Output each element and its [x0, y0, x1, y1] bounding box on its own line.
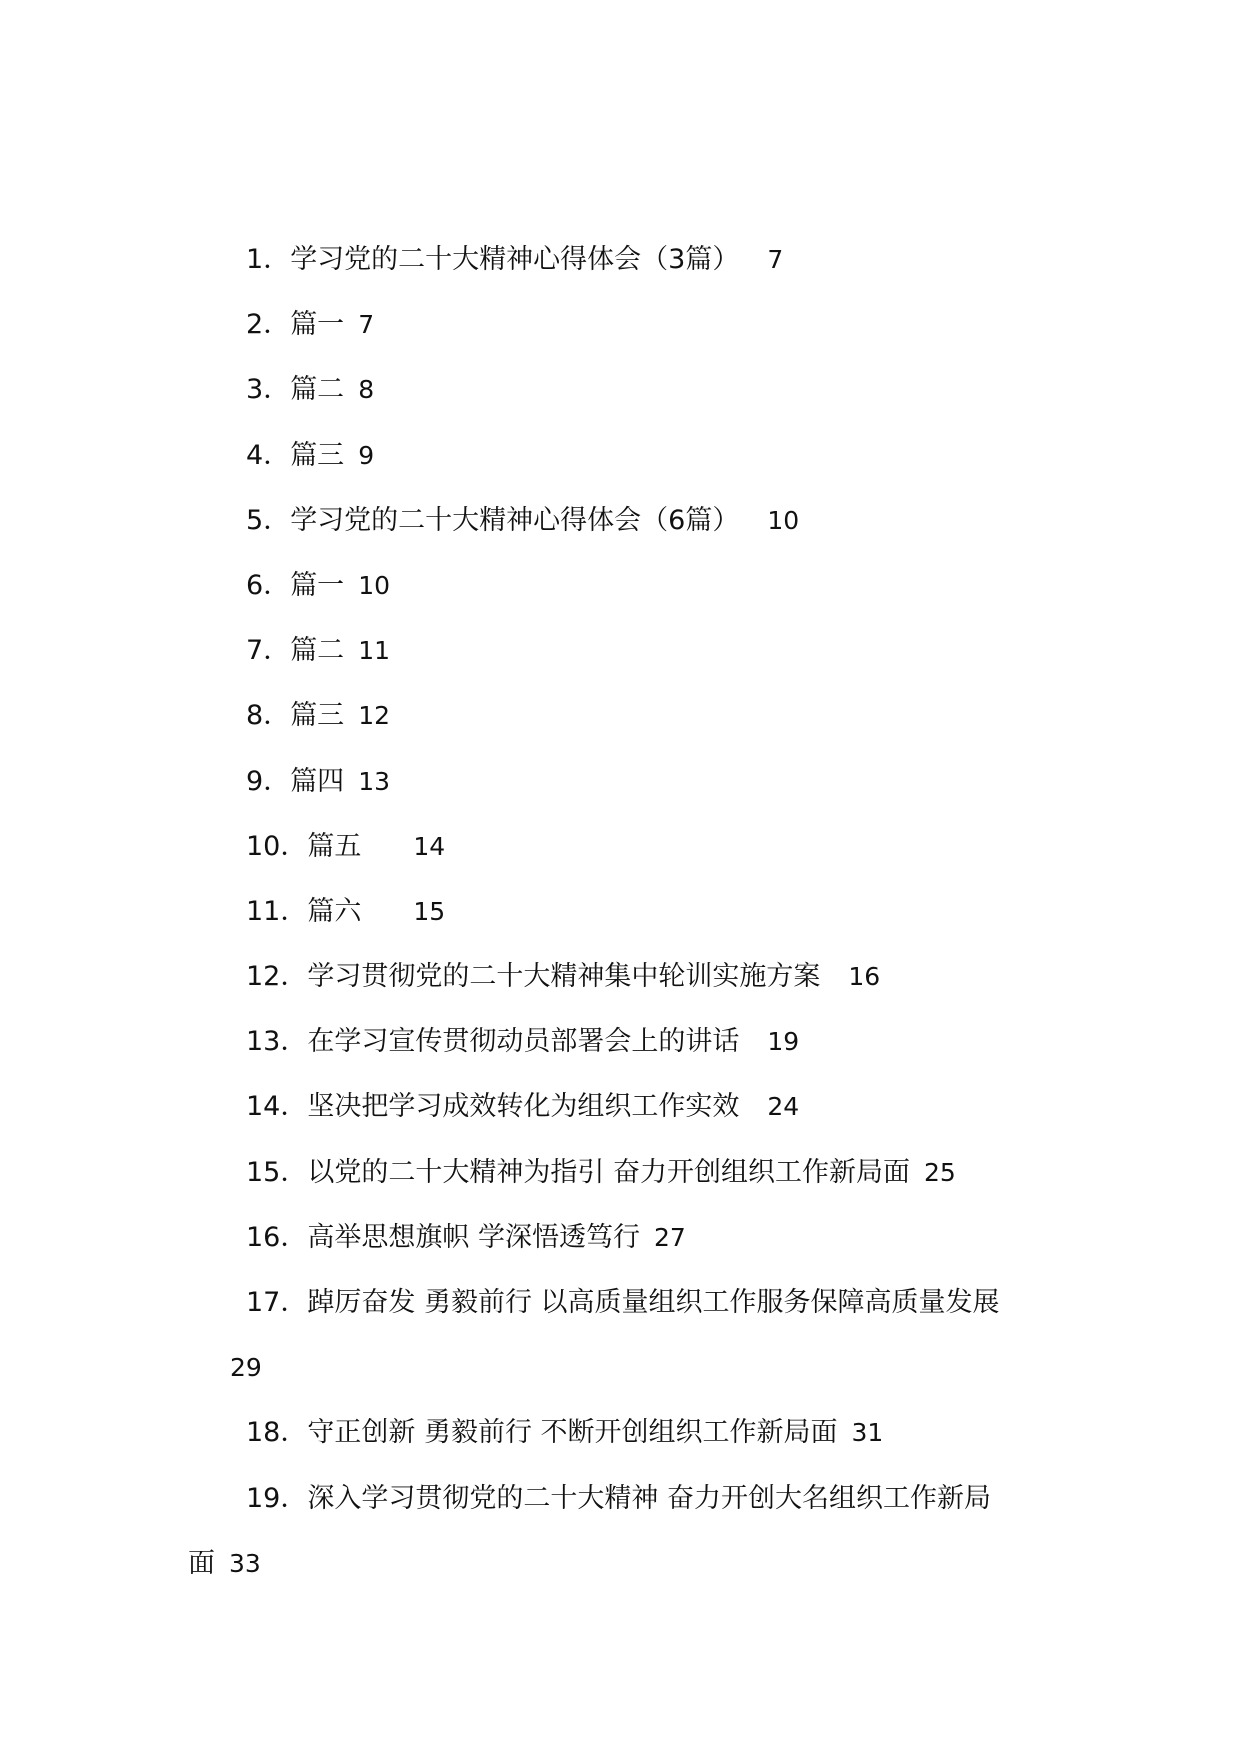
toc-page-number: 31	[851, 1418, 884, 1448]
toc-page-number: 7	[358, 310, 375, 340]
toc-entry-17[interactable]: 17．踔厉奋发 勇毅前行 以高质量组织工作服务保障高质量发展	[246, 1287, 1000, 1318]
toc-title: 在学习宣传贯彻动员部署会上的讲话	[307, 1026, 740, 1058]
toc-title: 坚决把学习成效转化为组织工作实效	[307, 1091, 740, 1123]
toc-number: 5	[246, 504, 264, 536]
toc-title: 学习党的二十大精神心得体会（3篇）	[290, 244, 740, 275]
toc-title: 篇三	[290, 700, 345, 732]
toc-title: 篇六	[307, 895, 362, 927]
toc-title-line2: 面	[188, 1547, 215, 1579]
toc-entry-19[interactable]: 19．深入学习贯彻党的二十大精神 奋力开创大名组织工作新局	[246, 1482, 991, 1514]
toc-entry-15[interactable]: 15．以党的二十大精神为指引 奋力开创组织工作新局面 25	[246, 1156, 956, 1188]
toc-entry-3[interactable]: 3．篇二 8	[246, 374, 375, 406]
toc-number: 17	[246, 1287, 281, 1318]
toc-page-number: 9	[358, 440, 375, 470]
toc-title: 篇三	[290, 439, 345, 471]
toc-entry-14[interactable]: 14．坚决把学习成效转化为组织工作实效 24	[246, 1091, 800, 1123]
toc-number: 14	[246, 1091, 281, 1123]
toc-title: 篇五	[307, 830, 362, 862]
toc-number: 12	[246, 961, 281, 993]
toc-page-number: 15	[413, 896, 446, 926]
toc-page-number: 12	[358, 701, 390, 731]
toc-page-number: 7	[767, 245, 784, 274]
toc-entry-9[interactable]: 9．篇四 13	[246, 765, 390, 797]
toc-page-number: 10	[358, 570, 390, 600]
toc-page-number: 29	[230, 1353, 262, 1383]
toc-entry-4[interactable]: 4．篇三 9	[246, 439, 375, 471]
toc-entry-7[interactable]: 7．篇二 11	[246, 635, 390, 667]
toc-title: 学习党的二十大精神心得体会（6篇）	[290, 504, 740, 536]
toc-page-number: 13	[358, 766, 390, 796]
toc-title: 篇一	[290, 569, 345, 601]
toc-number: 8	[246, 700, 264, 732]
toc-title: 篇一	[290, 309, 345, 341]
toc-number: 2	[246, 309, 264, 341]
toc-entry-8[interactable]: 8．篇三 12	[246, 700, 390, 732]
toc-title: 篇二	[290, 374, 345, 406]
toc-number: 15	[246, 1156, 281, 1188]
toc-number: 9	[246, 765, 264, 797]
toc-page-number: 27	[653, 1222, 686, 1252]
toc-entry-17-continued[interactable]	[188, 1340, 1058, 1405]
toc-number: 19	[246, 1482, 281, 1514]
toc-page-number: 14	[413, 831, 446, 861]
toc-title: 篇二	[290, 635, 345, 667]
toc-entry-1[interactable]: 1．学习党的二十大精神心得体会（3篇） 7	[246, 244, 784, 275]
toc-entry-16[interactable]: 16．高举思想旗帜 学深悟透笃行 27	[246, 1221, 686, 1253]
toc-page-number: 19	[767, 1027, 800, 1057]
toc-page-number: 33	[229, 1548, 261, 1578]
toc-page-number: 16	[848, 962, 881, 992]
toc-number: 1	[246, 244, 264, 275]
toc-entry-12[interactable]: 12．学习贯彻党的二十大精神集中轮训实施方案 16	[246, 961, 881, 993]
toc-page-number: 8	[358, 375, 375, 405]
toc-page-number: 24	[767, 1092, 800, 1122]
toc-number: 13	[246, 1026, 281, 1058]
toc-entry-19-continued[interactable]	[188, 1536, 1058, 1601]
toc-entry-10[interactable]: 10．篇五 14	[246, 830, 446, 862]
toc-page-number: 25	[923, 1157, 956, 1187]
table-of-contents	[188, 232, 1058, 1601]
toc-number: 16	[246, 1221, 281, 1253]
toc-entry-13[interactable]: 13．在学习宣传贯彻动员部署会上的讲话 19	[246, 1026, 800, 1058]
toc-number: 7	[246, 635, 264, 667]
toc-entry-2[interactable]: 2．篇一 7	[246, 309, 375, 341]
toc-number: 6	[246, 569, 264, 601]
toc-number: 3	[246, 374, 264, 406]
toc-entry-18[interactable]: 18．守正创新 勇毅前行 不断开创组织工作新局面 31	[246, 1417, 884, 1449]
toc-entry-5[interactable]: 5．学习党的二十大精神心得体会（6篇） 10	[246, 504, 800, 536]
toc-title: 以党的二十大精神为指引 奋力开创组织工作新局面	[307, 1156, 910, 1188]
toc-page-number: 10	[767, 505, 800, 535]
toc-entry-6[interactable]: 6．篇一 10	[246, 569, 390, 601]
toc-number: 4	[246, 439, 264, 471]
toc-title-line1: 深入学习贯彻党的二十大精神 奋力开创大名组织工作新局	[307, 1482, 991, 1514]
toc-number: 10	[246, 830, 281, 862]
toc-entry-11[interactable]: 11．篇六 15	[246, 895, 446, 927]
toc-title: 篇四	[290, 765, 345, 797]
toc-title: 高举思想旗帜 学深悟透笃行	[307, 1221, 640, 1253]
toc-page-number: 11	[358, 636, 390, 666]
toc-title: 守正创新 勇毅前行 不断开创组织工作新局面	[307, 1417, 838, 1449]
toc-number: 18	[246, 1417, 281, 1449]
toc-title: 学习贯彻党的二十大精神集中轮训实施方案	[307, 961, 821, 993]
toc-title: 踔厉奋发 勇毅前行 以高质量组织工作服务保障高质量发展	[307, 1287, 1000, 1318]
toc-number: 11	[246, 895, 281, 927]
